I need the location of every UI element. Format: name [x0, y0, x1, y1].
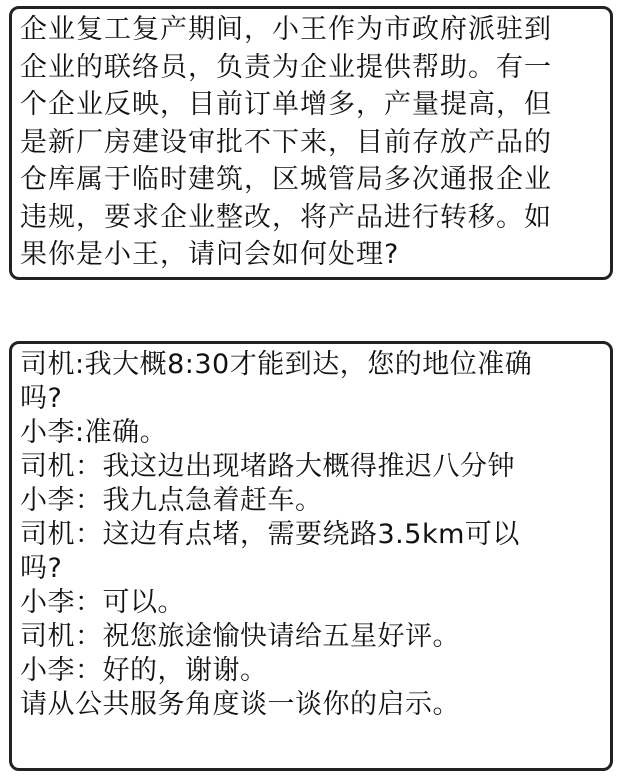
- dialogue-line-5: 小李：我九点急着赶车。: [20, 485, 323, 516]
- question2-prompt: 请从公共服务角度谈一谈你的启示。: [20, 689, 460, 720]
- question1-line-1: 企业复工复产期间，小王作为市政府派驻到: [20, 14, 552, 45]
- question1-line-7: 果你是小王，请问会如何处理?: [20, 239, 400, 270]
- dialogue-line-6: 司机：这边有点堵，需要绕路3.5km可以: [20, 519, 520, 550]
- question-box-2: [9, 341, 613, 771]
- question1-line-2: 企业的联络员，负责为企业提供帮助。有一: [20, 51, 552, 83]
- dialogue-line-3: 小李:准确。: [20, 417, 168, 448]
- question1-line-5: 仓库属于临时建筑，区城管局多次通报企业: [20, 164, 552, 195]
- dialogue-line-4: 司机：我这边出现堵路大概得推迟八分钟: [20, 451, 515, 482]
- question-box-1: [9, 6, 613, 280]
- dialogue-line-7: 吗?: [20, 553, 63, 584]
- question1-line-3: 个企业反映，目前订单增多，产量提高，但: [20, 89, 552, 120]
- dialogue-line-9: 司机：祝您旅途愉快请给五星好评。: [20, 621, 460, 652]
- question1-line-6: 违规，要求企业整改，将产品进行转移。如: [20, 201, 552, 233]
- dialogue-line-1: 司机:我大概8:30才能到达，您的地位准确: [20, 349, 533, 380]
- dialogue-line-10: 小李：好的，谢谢。: [20, 655, 268, 686]
- question1-line-4: 是新厂房建设审批不下来，目前存放产品的: [20, 126, 552, 158]
- dialogue-line-2: 吗?: [20, 383, 63, 414]
- dialogue-line-8: 小李：可以。: [20, 587, 185, 618]
